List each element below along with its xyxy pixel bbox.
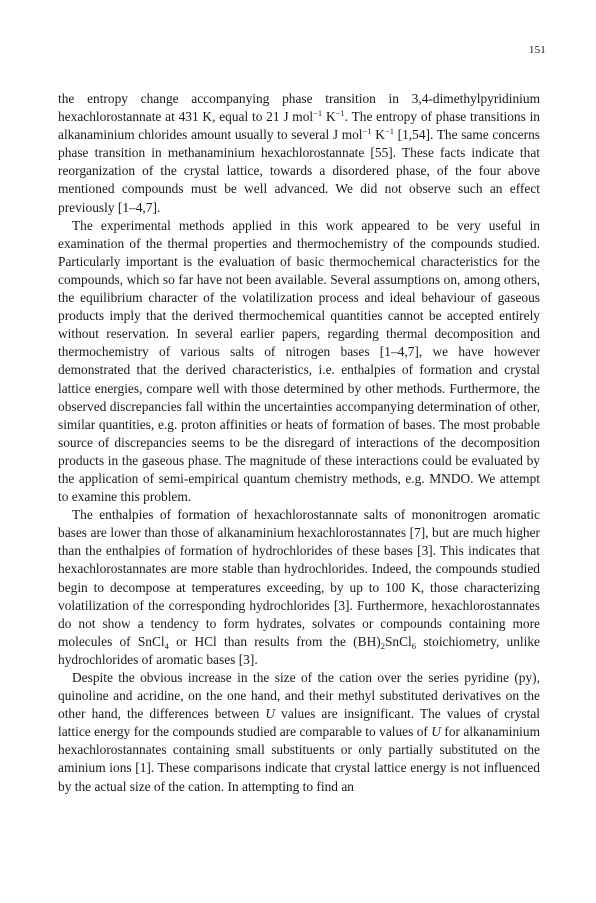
text-run: values are insignificant. The values of crystal lattice energy for the compounds studied are comparable to values of xyxy=(58,706,540,740)
text-run: [1,54]. The same concerns phase transition in methanaminium hexachlorostannate [55]. These facts indicate that reorganization of the crystal lattice, towards a disordered phase, of the four above mentioned compounds must be well advanced. We did not observe such an effect previously [1–4,7]. xyxy=(58,127,540,215)
text-run: The experimental methods applied in this work appeared to be very useful in examination of the thermal properties and thermochemistry of the compounds studied. Particularly important is the evaluation of basic thermochemical characteristics for the compounds, which so far have not been available. Several assumptions on, among others, the equilibrium character of the volatilization process and ideal behaviour of gaseous products imply that the derived thermochemical quantities cannot be accepted entirely without reservation. In several earlier papers, regarding thermal decomposition and thermochemistry of various salts of nitrogen bases [1–4,7], we have however demonstrated that the derived characteristics, i.e. enthalpies of formation and crystal lattice energies, compare well with those determined by other methods. Furthermore, the observed discrepancies fall within the uncertainties accompanying determination of other, similar quantities, e.g. proton affinities or heats of formation of bases. The most probable source of discrepancies seems to be the disregard of interactions of the decomposition products in the gaseous phase. The magnitude of these interactions could be evaluated by the application of semi-empirical quantum chemistry methods, e.g. MNDO. We attempt to examine this problem. xyxy=(58,217,540,505)
text-run: The enthalpies of formation of hexachlorostannate salts of mononitrogen aromatic bases are lower than those of alkanaminium hexachlorostannates [7], but are much higher than the enthalpies of formation of hydrochlorides of these bases [3]. This indicates that hexachlorostannates are more stable than hydrochlorides. Indeed, the compounds studied begin to decompose at temperatures exceeding, by up to 100 K, those characterizing volatilization of the corresponding hydrochlorides [3]. Furthermore, hexachlorostannates do not show a tendency to form hydrates, solvates or compounds containing more molecules of SnCl xyxy=(58,507,540,649)
superscript: −1 xyxy=(362,126,372,137)
superscript: −1 xyxy=(335,108,345,119)
page-number: 151 xyxy=(528,44,546,56)
paragraph-4 xyxy=(58,669,540,796)
superscript: −1 xyxy=(384,126,394,137)
text-run: stoichiometry, unlike hydrochlorides of aromatic bases [3]. xyxy=(58,633,540,667)
text-run: or HCl than results from the (BH) xyxy=(168,633,381,649)
text-run: for alkanaminium hexachlorostannates containing small substituents or only partially substituted on the aminium ions [1]. These comparisons indicate that crystal lattice energy is not influenced by the actual size of the cation. In attempting to find an xyxy=(58,724,540,794)
text-run: the entropy change accompanying phase transition in 3,4-dimethylpyridinium hexachlorostannate at 431 K, equal to 21 J mol xyxy=(58,91,540,125)
subscript: 2 xyxy=(380,640,385,651)
text-run: K xyxy=(371,127,385,143)
text-run: . The entropy of phase transitions in alkanaminium chlorides amount usually to several J mol xyxy=(58,109,540,143)
text-run: Despite the obvious increase in the size of the cation over the series pyridine (py), quinoline and acridine, on the one hand, and their methyl substituted derivatives on the other hand, the differences between xyxy=(58,670,540,722)
paragraph-3 xyxy=(58,506,540,669)
body-text xyxy=(58,90,540,796)
superscript: −1 xyxy=(313,108,323,119)
paragraph-2 xyxy=(58,217,540,507)
subscript: 4 xyxy=(164,640,169,651)
italic-symbol: U xyxy=(431,724,441,740)
paragraph-1 xyxy=(58,90,540,217)
italic-symbol: U xyxy=(265,706,276,722)
text-run: K xyxy=(322,109,336,125)
subscript: 6 xyxy=(411,640,416,651)
text-run: SnCl xyxy=(384,633,412,649)
